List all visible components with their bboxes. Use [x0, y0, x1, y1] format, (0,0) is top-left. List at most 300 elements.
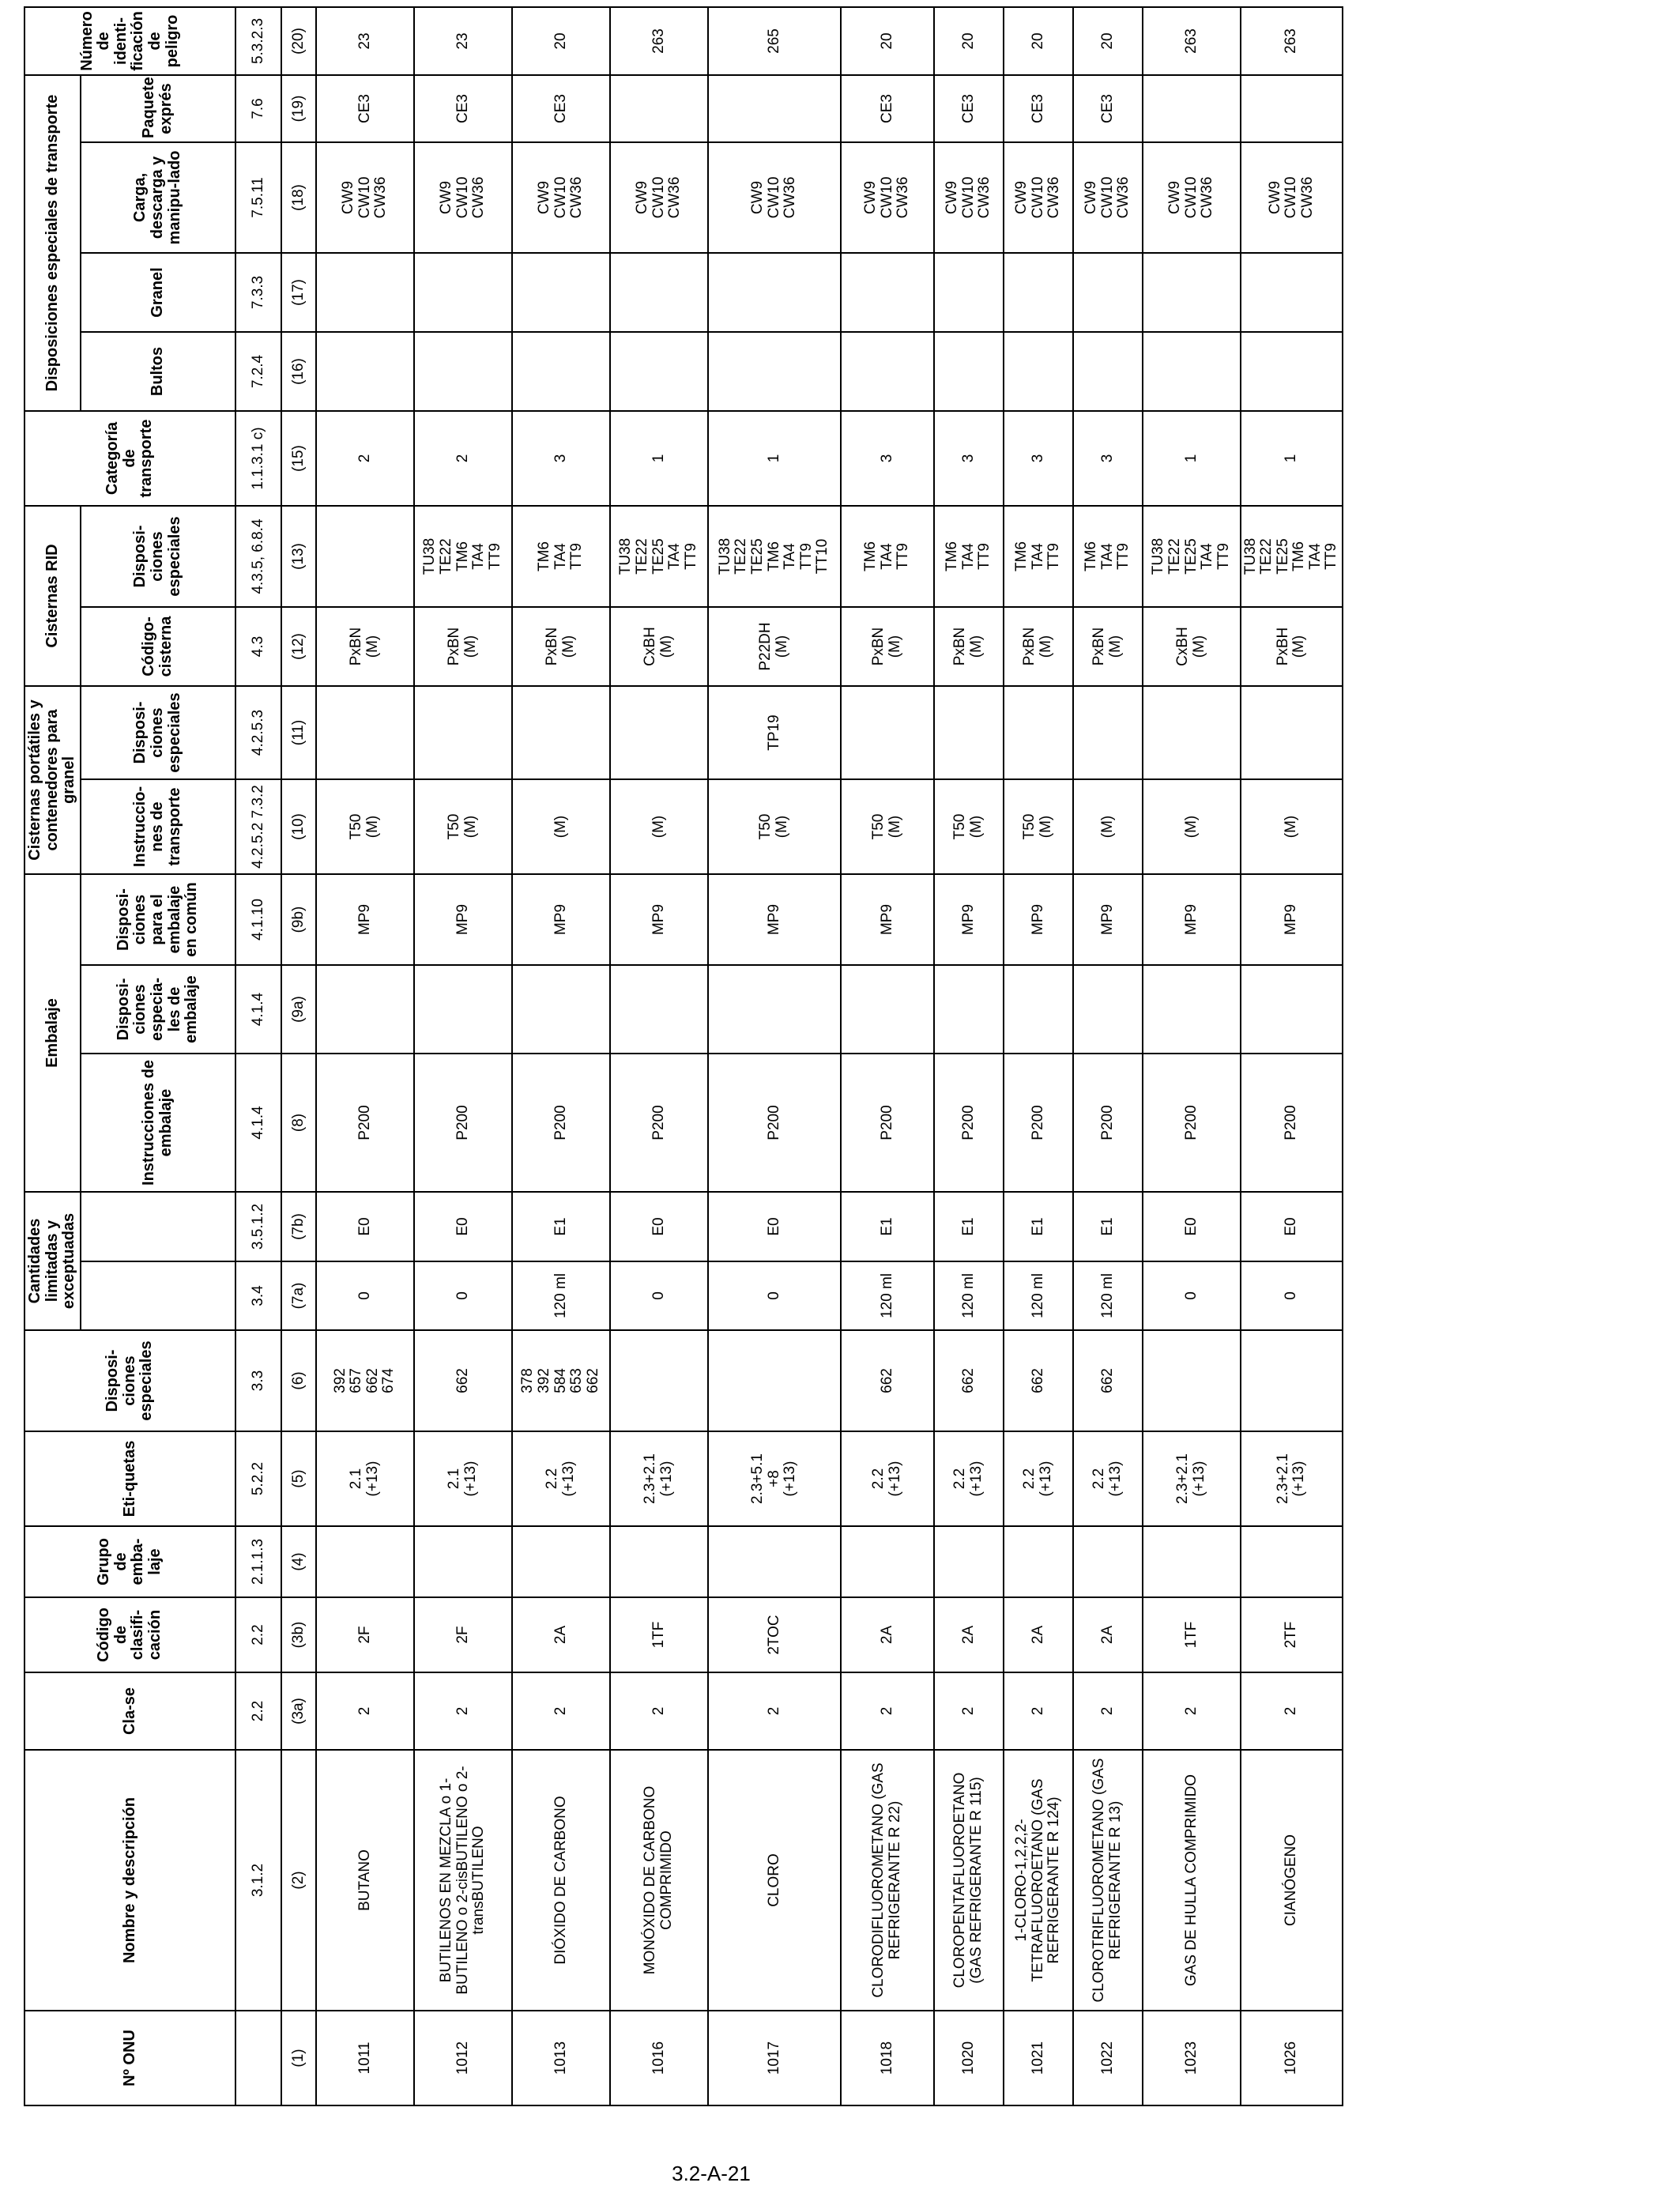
name-cell: CIANÓGENO: [1241, 1750, 1343, 2011]
transport-category-cell: 2: [316, 411, 414, 506]
cell-line: PxBN: [348, 627, 365, 666]
reference-cell: 4.2.5.2 7.3.2: [235, 779, 281, 874]
reference-cell: 7.6: [235, 75, 281, 142]
cell-line: CW10: [1182, 176, 1200, 219]
cell-line: CW10: [959, 176, 977, 219]
transport-category-cell: 1: [708, 411, 841, 506]
tank-instruction-cell: [512, 779, 610, 874]
cell-line: T50: [446, 813, 463, 840]
cell-line: TE22: [1258, 538, 1275, 575]
tank-instruction-cell: [414, 779, 512, 874]
tank-instruction-cell: [610, 779, 708, 874]
un-number-cell: 1023: [1143, 2011, 1241, 2105]
special-provisions-cell: [414, 1330, 512, 1431]
cell-line: TM6: [1290, 541, 1308, 571]
tank-special-cell: [414, 506, 512, 607]
header-packages: Bultos: [81, 332, 235, 411]
cell-line: PxBN: [544, 627, 561, 666]
column-number-cell: (16): [281, 332, 316, 411]
bulk-cell: [1143, 253, 1241, 332]
packing-group-cell: [610, 1526, 708, 1597]
table-row: [316, 7, 414, 2105]
cell-line: TA4: [1199, 543, 1216, 570]
header-tank-code: Código-cisterna: [81, 607, 235, 686]
packages-cell: [1143, 332, 1241, 411]
cell-line: 657: [348, 1368, 365, 1393]
cell-line: CxBH: [642, 627, 659, 666]
cell-line: PxBN: [1090, 627, 1108, 666]
reference-cell: 5.2.2: [235, 1431, 281, 1526]
limited-quantity-cell: 120 ml: [934, 1261, 1004, 1330]
mixed-packing-cell: MP9: [610, 874, 708, 965]
limited-quantity-cell: 120 ml: [1004, 1261, 1073, 1330]
column-number-cell: (7a): [281, 1261, 316, 1330]
un-number-cell: 1021: [1004, 2011, 1073, 2105]
cell-line: 2.3+2.1: [1174, 1453, 1192, 1504]
reference-cell: 4.3.5, 6.8.4: [235, 506, 281, 607]
cell-line: (M): [559, 635, 577, 658]
packages-cell: [316, 332, 414, 411]
cell-line: (M): [1037, 635, 1054, 658]
header-special-transport: Disposiciones especiales de transporte: [24, 75, 81, 411]
packages-cell: [1241, 332, 1343, 411]
column-number-cell: (20): [281, 7, 316, 75]
labels-cell: [708, 1431, 841, 1526]
cell-line: (+13): [1290, 1461, 1308, 1497]
tank-special-cell: [934, 506, 1004, 607]
class-cell: 2: [708, 1672, 841, 1750]
header-tank-special: Disposi-ciones especiales: [81, 506, 235, 607]
cell-line: CW9: [944, 180, 960, 215]
packing-instruction-cell: P200: [1241, 1054, 1343, 1192]
cell-line: TT9: [1115, 543, 1132, 570]
labels-cell: [1143, 1431, 1241, 1526]
classification-code-cell: 2TF: [1241, 1597, 1343, 1672]
cell-line: TA4: [666, 543, 684, 570]
cell-line: TE25: [1182, 538, 1200, 575]
mixed-packing-cell: MP9: [1073, 874, 1143, 965]
bulk-cell: [1241, 253, 1343, 332]
cell-line: (M): [773, 815, 790, 839]
hazard-id-cell: 20: [934, 7, 1004, 75]
cell-line: 662: [1098, 1368, 1116, 1393]
hazard-id-cell: 20: [512, 7, 610, 75]
classification-code-cell: 2A: [841, 1597, 934, 1672]
packages-cell: [1073, 332, 1143, 411]
header-special-provisions: Disposi-ciones especiales: [24, 1330, 235, 1431]
cell-line: PxBN: [951, 627, 969, 666]
cell-line: 584: [552, 1368, 569, 1393]
bulk-cell: [610, 253, 708, 332]
cell-line: CW9: [1166, 180, 1183, 215]
cell-line: CW36: [1298, 176, 1316, 219]
header-portable-tanks: Cisternas portátiles y contenedores para granel: [24, 686, 81, 874]
packing-group-cell: [1241, 1526, 1343, 1597]
special-packing-cell: [610, 965, 708, 1054]
tank-code-cell: [414, 607, 512, 686]
labels-cell: [610, 1431, 708, 1526]
class-cell: 2: [1004, 1672, 1073, 1750]
packing-group-cell: [1073, 1526, 1143, 1597]
cell-line: T50: [348, 813, 365, 840]
portable-tank-special-cell: [1004, 686, 1073, 779]
cell-line: (+13): [657, 1461, 675, 1497]
cell-line: (+13): [782, 1461, 799, 1497]
cell-line: CW10: [1098, 176, 1116, 219]
bulk-cell: [1004, 253, 1073, 332]
tank-special-cell: [512, 506, 610, 607]
tank-special-cell: [1241, 506, 1343, 607]
loading-cell: [414, 142, 512, 253]
limited-quantity-cell: 120 ml: [841, 1261, 934, 1330]
cell-line: TT10: [814, 538, 831, 575]
bulk-cell: [512, 253, 610, 332]
name-cell: CLORODIFLUOROMETANO (GAS REFRIGERANTE R 22): [841, 1750, 934, 2011]
cell-line: CW36: [895, 176, 912, 219]
table-row: [414, 7, 512, 2105]
special-packing-cell: [1004, 965, 1073, 1054]
cell-line: CW9: [862, 180, 879, 215]
un-number-cell: 1020: [934, 2011, 1004, 2105]
cell-line: CW10: [1283, 176, 1300, 219]
tank-instruction-cell: [1241, 779, 1343, 874]
cell-line: 662: [363, 1368, 381, 1393]
packages-cell: [512, 332, 610, 411]
transport-category-cell: 3: [1004, 411, 1073, 506]
limited-quantity-cell: 120 ml: [1073, 1261, 1143, 1330]
cell-line: CxBH: [1174, 627, 1192, 666]
packing-instruction-cell: P200: [512, 1054, 610, 1192]
table-row: [610, 7, 708, 2105]
tank-special-cell: [1004, 506, 1073, 607]
packing-group-cell: [414, 1526, 512, 1597]
labels-cell: [414, 1431, 512, 1526]
table-row: [934, 7, 1004, 2105]
cell-line: TA4: [552, 543, 569, 570]
class-cell: 2: [1073, 1672, 1143, 1750]
mixed-packing-cell: MP9: [708, 874, 841, 965]
packing-group-cell: [512, 1526, 610, 1597]
excepted-quantity-cell: E1: [934, 1192, 1004, 1261]
name-cell: CLORO: [708, 1750, 841, 2011]
packing-instruction-cell: P200: [316, 1054, 414, 1192]
dangerous-goods-table: [24, 6, 1343, 2106]
cell-line: (M): [461, 815, 479, 839]
excepted-quantity-cell: E0: [414, 1192, 512, 1261]
reference-cell: 4.1.10: [235, 874, 281, 965]
labels-cell: [934, 1431, 1004, 1526]
reference-cell: 3.5.1.2: [235, 1192, 281, 1261]
cell-line: TE25: [650, 538, 667, 575]
cell-line: (+13): [1106, 1461, 1124, 1497]
cell-line: (M): [886, 815, 903, 839]
cell-line: (M): [967, 635, 985, 658]
hazard-id-cell: 263: [610, 7, 708, 75]
transport-category-cell: 3: [512, 411, 610, 506]
limited-quantity-cell: 0: [610, 1261, 708, 1330]
cell-line: TE22: [1166, 538, 1183, 575]
cell-line: (+13): [559, 1461, 577, 1497]
packages-cell: [934, 332, 1004, 411]
tank-code-cell: [1073, 607, 1143, 686]
express-cell: CE3: [841, 75, 934, 142]
cell-line: (M): [1283, 815, 1300, 839]
tank-special-cell: [708, 506, 841, 607]
bulk-cell: [1073, 253, 1143, 332]
header-packing-group: Grupo de emba-laje: [24, 1526, 235, 1597]
cell-line: CW10: [356, 176, 373, 219]
packages-cell: [610, 332, 708, 411]
table-body: [316, 7, 1343, 2105]
excepted-quantity-cell: E0: [1241, 1192, 1343, 1261]
cell-line: T50: [870, 813, 887, 840]
cell-line: T50: [757, 813, 774, 840]
bulk-cell: [316, 253, 414, 332]
cell-line: 2.2: [544, 1468, 561, 1490]
transport-category-cell: 1: [610, 411, 708, 506]
classification-code-cell: 2TOC: [708, 1597, 841, 1672]
excepted-quantity-cell: E0: [708, 1192, 841, 1261]
cell-line: 674: [380, 1368, 397, 1393]
loading-cell: [934, 142, 1004, 253]
special-provisions-cell: [708, 1330, 841, 1431]
excepted-quantity-cell: E0: [1143, 1192, 1241, 1261]
special-provisions-cell: [610, 1330, 708, 1431]
cell-line: TT9: [1045, 543, 1063, 570]
cell-line: TT9: [1323, 543, 1340, 570]
table-row: [1143, 7, 1241, 2105]
cell-line: T50: [1021, 813, 1038, 840]
un-number-cell: 1011: [316, 2011, 414, 2105]
header-loading: Carga, descarga y manipu-lado: [81, 142, 235, 253]
cell-line: TU38: [716, 537, 733, 575]
express-cell: [610, 75, 708, 142]
transport-category-cell: 1: [1143, 411, 1241, 506]
cell-line: 662: [1029, 1368, 1046, 1393]
name-cell: CLOROTRIFLUOROMETANO (GAS REFRIGERANTE R 13): [1073, 1750, 1143, 2011]
cell-line: (M): [1190, 635, 1207, 658]
reference-cell: 7.5.11: [235, 142, 281, 253]
mixed-packing-cell: MP9: [841, 874, 934, 965]
hazard-id-cell: 263: [1241, 7, 1343, 75]
name-cell: BUTANO: [316, 1750, 414, 2011]
cell-line: (+13): [461, 1461, 479, 1497]
cell-line: CW36: [782, 176, 799, 219]
cell-line: CW9: [1083, 180, 1099, 215]
portable-tank-special-cell: [610, 686, 708, 779]
portable-tank-special-cell: [512, 686, 610, 779]
cell-line: TM6: [862, 541, 879, 571]
class-cell: 2: [512, 1672, 610, 1750]
header-mixed-packing: Disposi-ciones para el embalaje en común: [81, 874, 235, 965]
cell-line: TM6: [454, 541, 471, 571]
header-special-packing: Disposi-ciones especia-les de embalaje: [81, 965, 235, 1054]
class-cell: 2: [1241, 1672, 1343, 1750]
cell-line: +8: [765, 1470, 782, 1487]
cell-line: TE22: [438, 538, 454, 575]
cell-line: (+13): [1037, 1461, 1054, 1497]
cell-line: CW10: [878, 176, 895, 219]
cell-line: TM6: [1083, 541, 1099, 571]
reference-cell: 3.3: [235, 1330, 281, 1431]
cell-line: CW10: [454, 176, 471, 219]
packing-group-cell: [934, 1526, 1004, 1597]
table-row: [841, 7, 934, 2105]
cell-line: TA4: [1098, 543, 1116, 570]
class-cell: 2: [934, 1672, 1004, 1750]
cell-line: CW10: [1029, 176, 1046, 219]
reference-cell: 7.2.4: [235, 332, 281, 411]
bulk-cell: [841, 253, 934, 332]
column-number-row: [281, 7, 316, 2105]
hazard-id-cell: 20: [1004, 7, 1073, 75]
packages-cell: [841, 332, 934, 411]
cell-line: TA4: [470, 543, 488, 570]
cell-line: CW9: [340, 180, 356, 215]
portable-tank-special-cell: [1073, 686, 1143, 779]
cell-line: 2.2: [870, 1468, 887, 1490]
cell-line: 392: [536, 1368, 552, 1393]
column-number-cell: (1): [281, 2011, 316, 2105]
cell-line: TM6: [1013, 541, 1030, 571]
reference-cell: 4.1.4: [235, 1054, 281, 1192]
packages-cell: [414, 332, 512, 411]
loading-cell: [610, 142, 708, 253]
portable-tank-special-cell: [414, 686, 512, 779]
packing-instruction-cell: P200: [934, 1054, 1004, 1192]
hazard-id-cell: 23: [316, 7, 414, 75]
tank-instruction-cell: [316, 779, 414, 874]
class-cell: 2: [316, 1672, 414, 1750]
un-number-cell: 1022: [1073, 2011, 1143, 2105]
classification-code-cell: 2A: [512, 1597, 610, 1672]
cell-line: TT9: [895, 543, 912, 570]
tank-instruction-cell: [1073, 779, 1143, 874]
name-cell: BUTILENOS EN MEZCLA o 1-BUTILENO o 2-cisBUTILENO o 2-transBUTILENO: [414, 1750, 512, 2011]
column-number-cell: (9a): [281, 965, 316, 1054]
tank-code-cell: [610, 607, 708, 686]
reference-cell: 2.2: [235, 1672, 281, 1750]
header-labels: Eti-quetas: [24, 1431, 235, 1526]
header-classification-code: Código de clasifi-cación: [24, 1597, 235, 1672]
cell-line: TU38: [1241, 537, 1259, 575]
packing-group-cell: [1143, 1526, 1241, 1597]
express-cell: CE3: [316, 75, 414, 142]
express-cell: CE3: [934, 75, 1004, 142]
reference-cell: 3.1.2: [235, 1750, 281, 2011]
loading-cell: [1004, 142, 1073, 253]
transport-category-cell: 3: [934, 411, 1004, 506]
cell-line: PxBN: [870, 627, 887, 666]
cell-line: CW10: [552, 176, 569, 219]
column-number-cell: (10): [281, 779, 316, 874]
cell-line: (M): [773, 635, 790, 658]
hazard-id-cell: 265: [708, 7, 841, 75]
cell-line: (M): [363, 815, 381, 839]
mixed-packing-cell: MP9: [414, 874, 512, 965]
tank-code-cell: [708, 607, 841, 686]
tank-code-cell: [316, 607, 414, 686]
loading-cell: [1073, 142, 1143, 253]
hazard-id-cell: 20: [841, 7, 934, 75]
tank-code-cell: [1143, 607, 1241, 686]
mixed-packing-cell: MP9: [1143, 874, 1241, 965]
tank-code-cell: [1241, 607, 1343, 686]
excepted-quantity-cell: E0: [610, 1192, 708, 1261]
cell-line: P22DH: [757, 622, 774, 671]
class-cell: 2: [1143, 1672, 1241, 1750]
express-cell: [708, 75, 841, 142]
cell-line: TU38: [421, 537, 439, 575]
cell-line: (M): [552, 815, 569, 839]
portable-tank-special-cell: TP19: [708, 686, 841, 779]
tank-instruction-cell: [1004, 779, 1073, 874]
mixed-packing-cell: MP9: [512, 874, 610, 965]
special-packing-cell: [1143, 965, 1241, 1054]
cell-line: TA4: [1306, 543, 1324, 570]
cell-line: 2.2: [1021, 1468, 1038, 1490]
cell-line: CW10: [650, 176, 667, 219]
cell-line: (M): [650, 815, 667, 839]
loading-cell: [841, 142, 934, 253]
cell-line: 2.1: [348, 1468, 365, 1490]
reference-cell: 3.4: [235, 1261, 281, 1330]
rotated-table-container: [24, 11, 1340, 2106]
cell-line: TT9: [976, 543, 993, 570]
column-number-cell: (13): [281, 506, 316, 607]
express-cell: CE3: [414, 75, 512, 142]
cell-line: TM6: [536, 541, 552, 571]
cell-line: CW9: [749, 180, 766, 215]
cell-line: TT9: [797, 543, 815, 570]
bulk-cell: [934, 253, 1004, 332]
cell-line: 392: [331, 1368, 348, 1393]
tank-instruction-cell: [934, 779, 1004, 874]
cell-line: (M): [363, 635, 381, 658]
express-cell: CE3: [1004, 75, 1073, 142]
un-number-cell: 1012: [414, 2011, 512, 2105]
header-name: Nombre y descripción: [24, 1750, 235, 2011]
header-class: Cla-se: [24, 1672, 235, 1750]
cell-line: TE22: [733, 538, 750, 575]
express-cell: CE3: [512, 75, 610, 142]
cell-line: (M): [461, 635, 479, 658]
name-cell: 1-CLORO-1,2,2,2-TETRAFLUOROETANO (GAS REFRIGERANTE R 124): [1004, 1750, 1073, 2011]
special-packing-cell: [512, 965, 610, 1054]
tank-special-cell: [610, 506, 708, 607]
column-number-cell: (17): [281, 253, 316, 332]
reference-cell: 1.1.3.1 c): [235, 411, 281, 506]
cell-line: 662: [454, 1368, 471, 1393]
special-provisions-cell: [841, 1330, 934, 1431]
packing-instruction-cell: P200: [708, 1054, 841, 1192]
cell-line: CW9: [438, 180, 454, 215]
class-cell: 2: [841, 1672, 934, 1750]
un-number-cell: 1018: [841, 2011, 934, 2105]
excepted-quantity-cell: E1: [841, 1192, 934, 1261]
tank-code-cell: [1004, 607, 1073, 686]
special-provisions-cell: [934, 1330, 1004, 1431]
packing-instruction-cell: P200: [1004, 1054, 1073, 1192]
name-cell: MONÓXIDO DE CARBONO COMPRIMIDO: [610, 1750, 708, 2011]
un-number-cell: 1017: [708, 2011, 841, 2105]
packing-group-cell: [316, 1526, 414, 1597]
hazard-id-cell: 23: [414, 7, 512, 75]
class-cell: 2: [414, 1672, 512, 1750]
column-number-cell: (11): [281, 686, 316, 779]
reference-cell: 4.1.4: [235, 965, 281, 1054]
special-provisions-cell: [512, 1330, 610, 1431]
